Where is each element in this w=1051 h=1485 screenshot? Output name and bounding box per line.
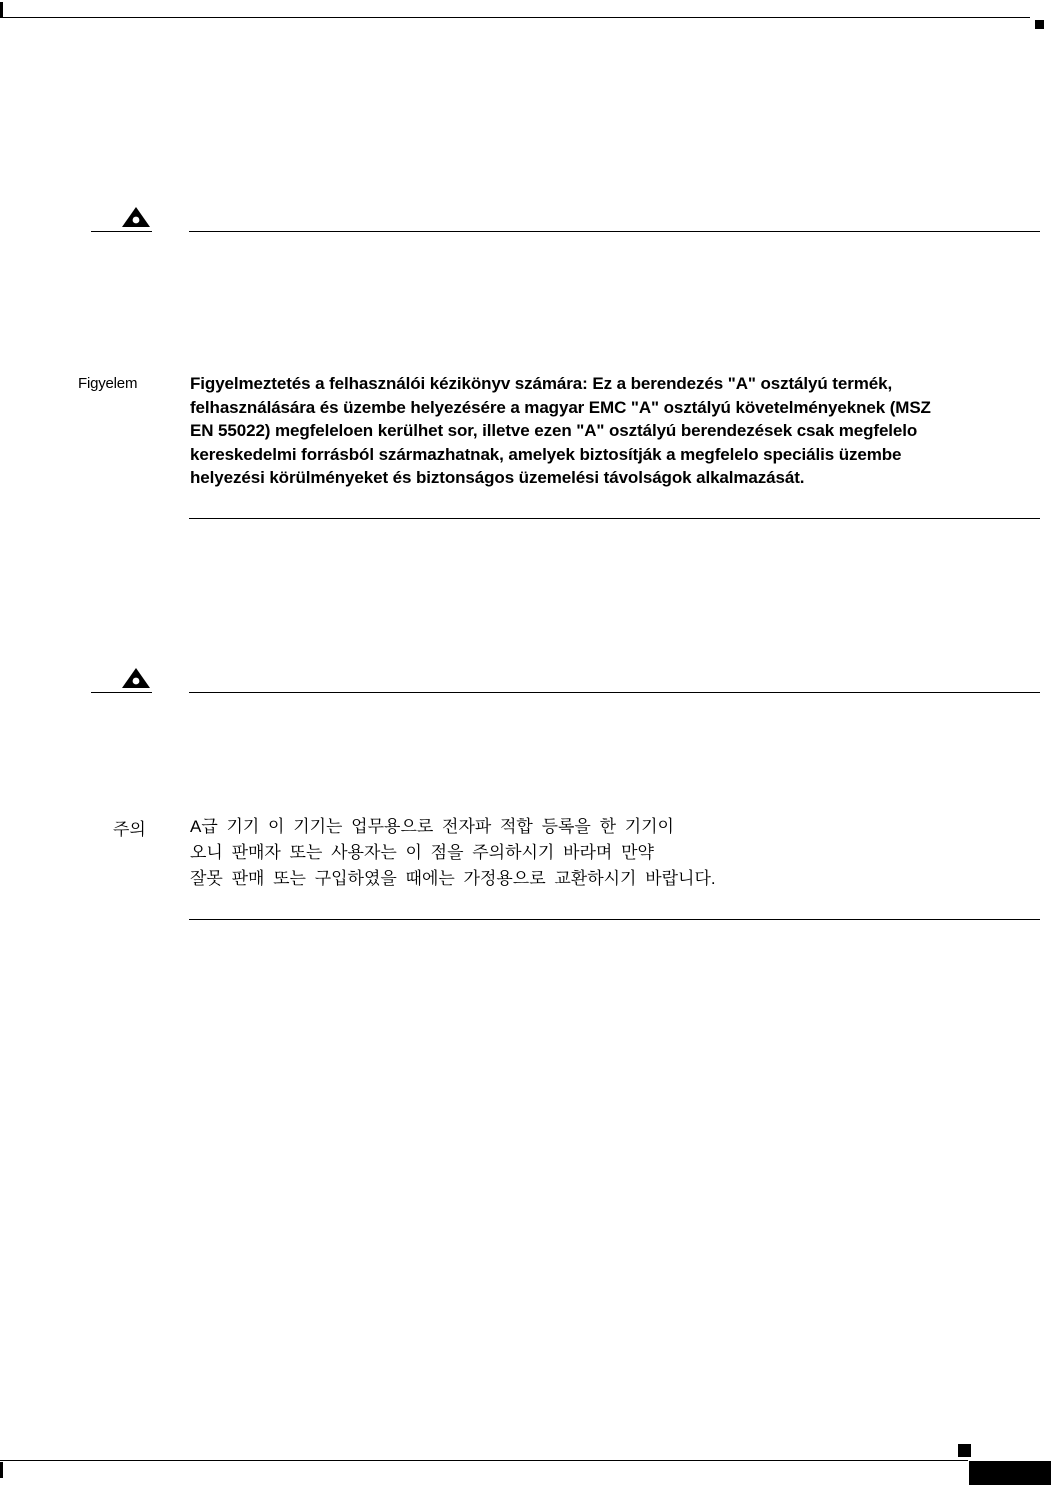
warning-text-line: EN 55022) megfeleloen kerülhet sor, illetve ezen "A" osztályú berendezések csak megfelelo	[190, 421, 918, 441]
warning-top-rule	[189, 692, 1040, 693]
icon-underline-rule	[91, 692, 152, 693]
caution-icon	[121, 667, 151, 689]
warning-text-line: 오니 판매자 또는 사용자는 이 점을 주의하시기 바라며 만약	[190, 843, 654, 862]
warning-top-rule	[189, 231, 1040, 232]
caution-icon	[121, 206, 151, 228]
crop-mark-bottom-left	[0, 1462, 3, 1478]
warning-bottom-rule	[189, 518, 1040, 519]
warning-text-line: kereskedelmi forrásból származhatnak, amelyek biztosítják a megfelelo speciális üzembe	[190, 444, 902, 464]
warning-text	[190, 372, 1035, 490]
page-number-block	[969, 1461, 1051, 1485]
warning-text-line: felhasználására és üzembe helyezésére a magyar EMC "A" osztályú követelményeknek (MSZ	[190, 397, 931, 417]
warning-text-line: Figyelmeztetés a felhasználói kézikönyv számára: Ez a berendezés "A" osztályú termék,	[190, 374, 893, 393]
icon-underline-rule	[91, 231, 152, 232]
crop-mark-top-left	[0, 2, 3, 18]
crop-mark-bottom-right	[958, 1444, 971, 1457]
crop-mark-top-right	[1035, 20, 1044, 29]
warning-label: Figyelem	[78, 375, 138, 392]
warning-text-line: A급 기기 이 기기는 업무용으로 전자파 적합 등록을 한 기기이	[190, 817, 674, 836]
footer-rule	[0, 1460, 968, 1461]
warning-bottom-rule	[189, 919, 1040, 920]
warning-text	[190, 814, 990, 892]
warning-text-line: 잘못 판매 또는 구입하였을 때에는 가정용으로 교환하시기 바랍니다.	[190, 869, 716, 888]
warning-text-line: helyezési körülményeket és biztonságos üzemelési távolságok alkalmazását.	[190, 468, 805, 488]
warning-label: 주의	[113, 820, 146, 839]
header-rule	[0, 17, 1030, 18]
